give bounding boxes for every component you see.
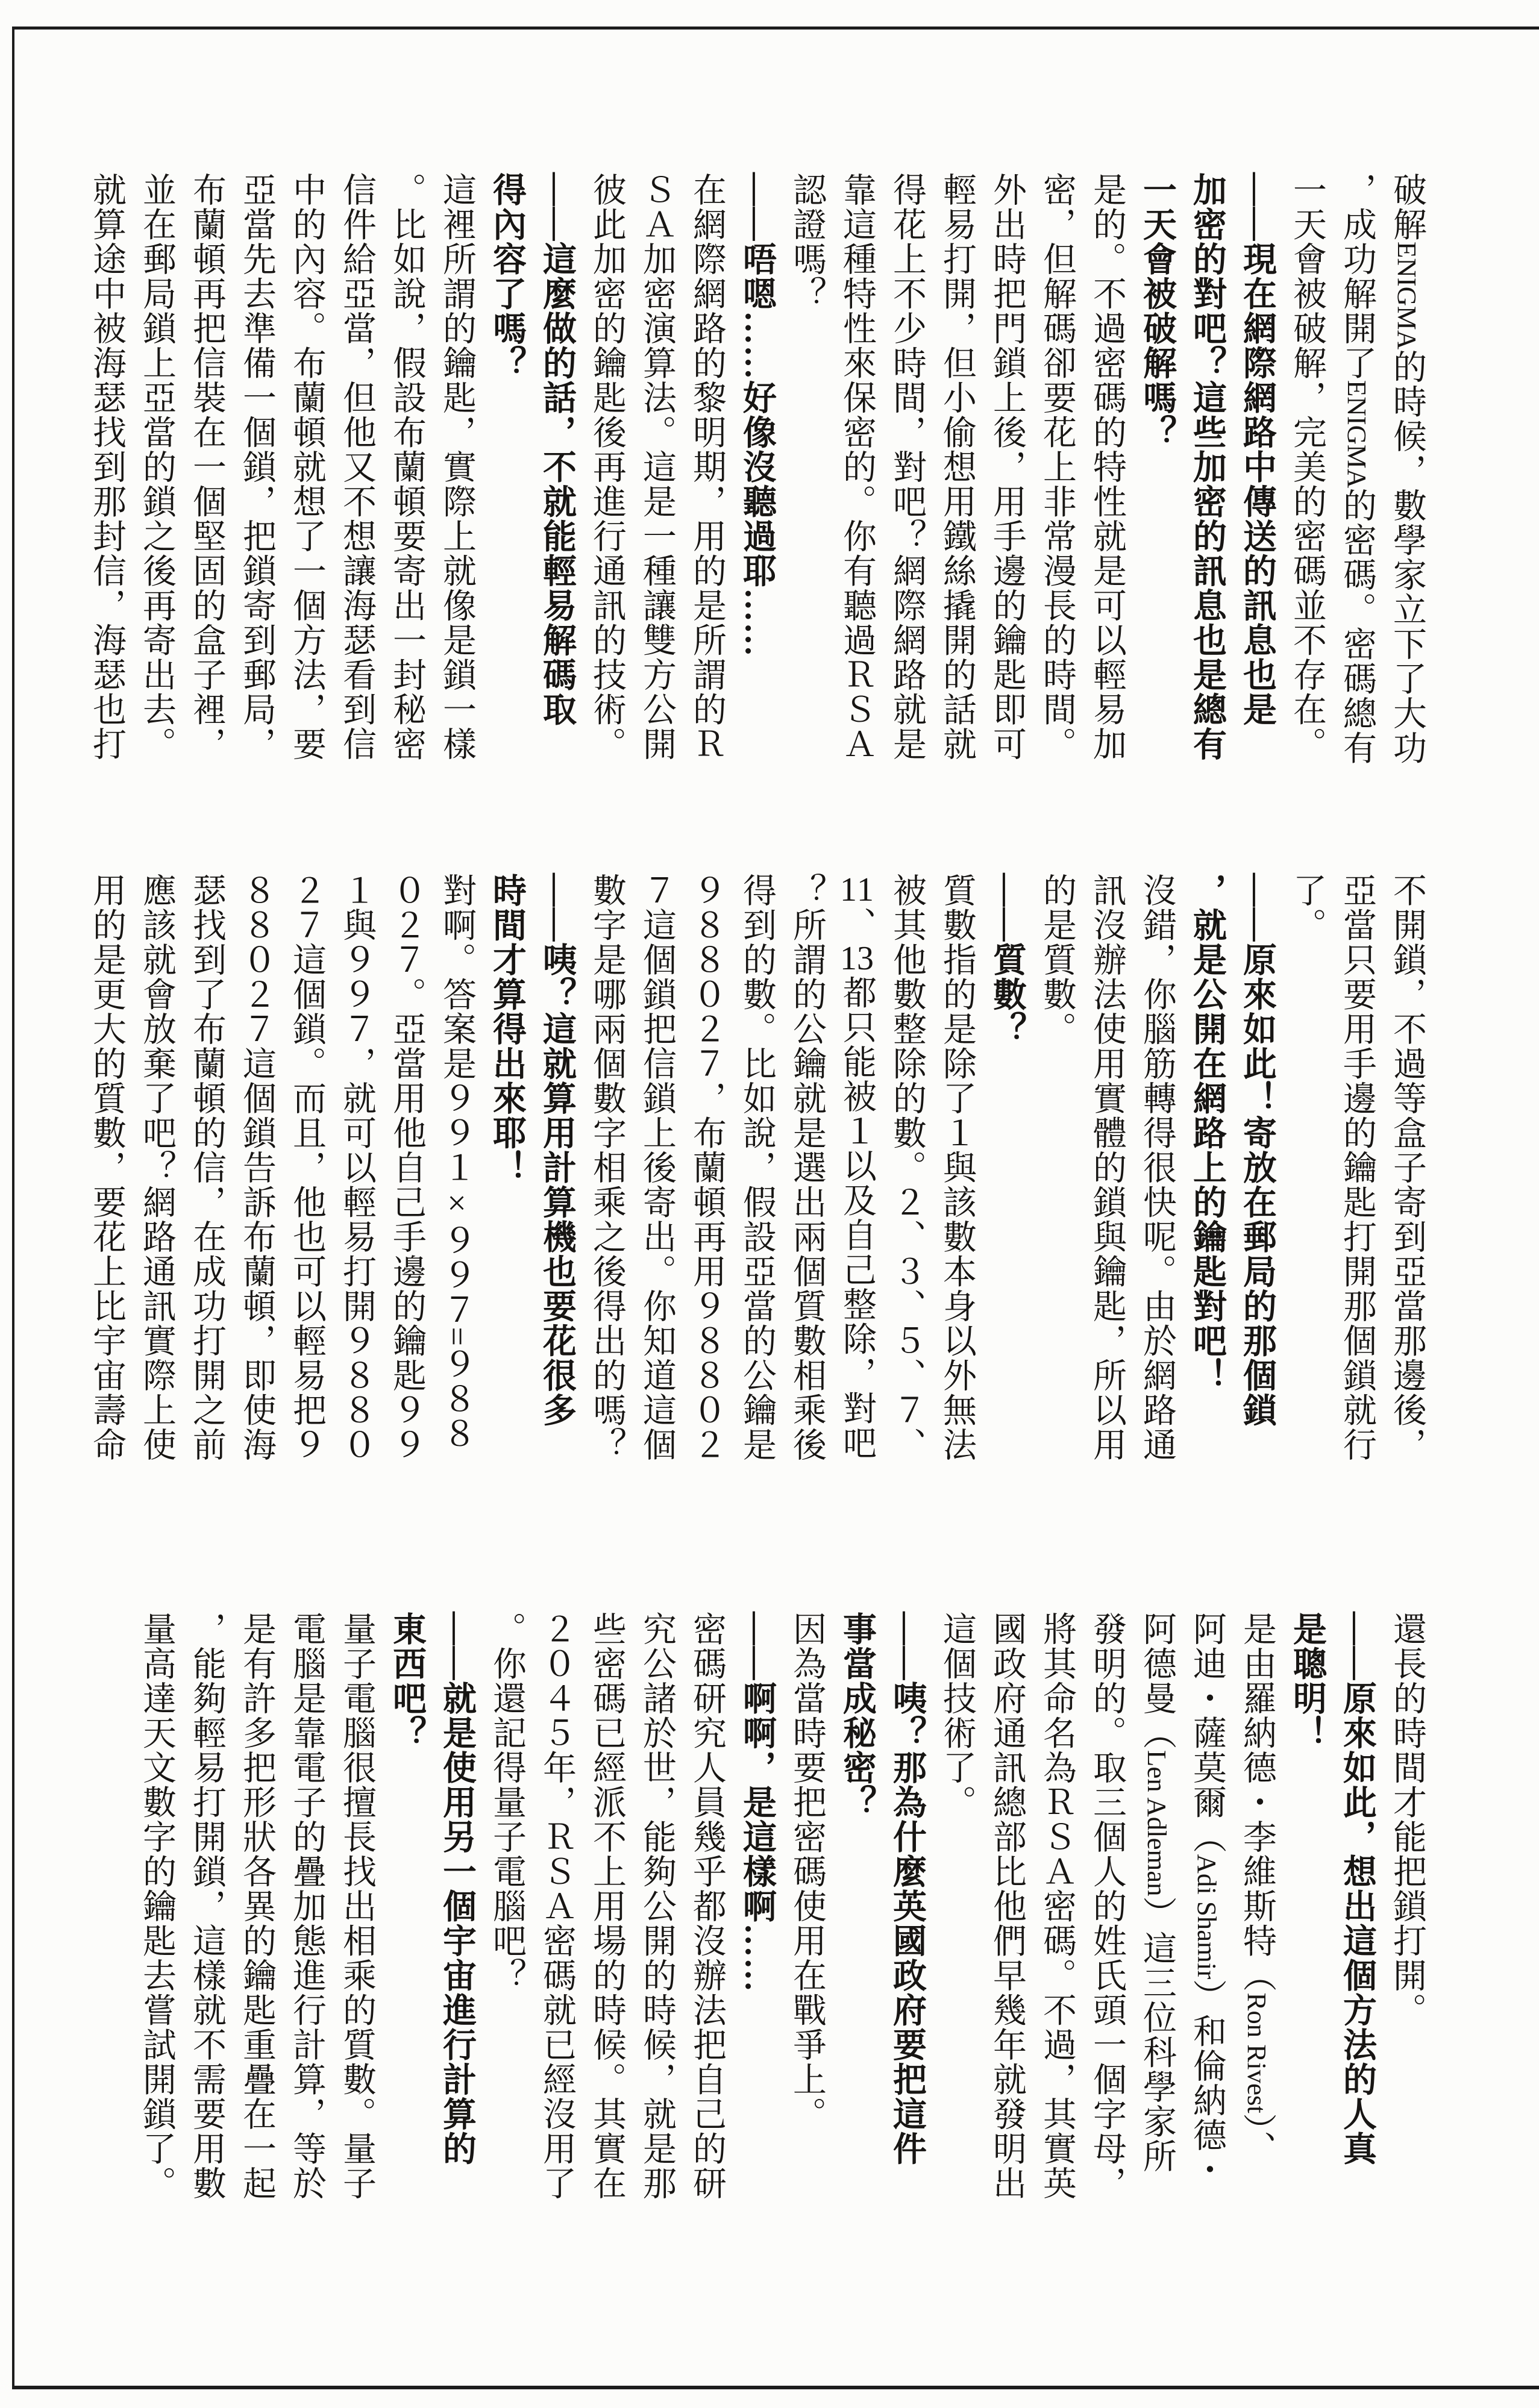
text-column: 靠這種特性來保密的。你有聽過ＲＳＡ: [838, 172, 876, 761]
text-column: 是的。不過密碼的特性就是可以輕易加: [1088, 172, 1126, 761]
text-column: 密碼研究人員幾乎都沒辦法把自己的研: [688, 1612, 726, 2201]
text-column: 阿迪・薩莫爾（Adi Shamir）和倫納德・: [1188, 1612, 1226, 2188]
text-column: ９８８０２７，布蘭頓再用９８８０２: [688, 873, 726, 1462]
text-column: 些密碼已經派不上用場的時候。其實在: [588, 1612, 625, 2201]
text-column: 一天會被破解，完美的密碼並不存在。: [1288, 172, 1326, 761]
text-column: 就算途中被海瑟找到那封信，海瑟也打: [88, 172, 125, 761]
text-column: 得內容了嗎？: [488, 172, 525, 380]
text-column: 是由羅納德・李維斯特（Ron Rivest）、: [1238, 1612, 1276, 2166]
text-column: 訊沒辦法使用實體的鎖與鑰匙，所以用: [1088, 873, 1126, 1462]
text-column: 電腦是靠電子的疊加態進行計算，等於: [288, 1612, 325, 2201]
text-column: ，就是公開在網路上的鑰匙對吧！: [1188, 873, 1226, 1393]
text-column: 對啊。答案是９９１×９９７=９８８: [438, 873, 475, 1451]
text-column: 這個技術了。: [938, 1612, 976, 1819]
text-column: ——咦？這就算用計算機也要花很多: [538, 873, 575, 1427]
text-column: 是有許多把形狀各異的鑰匙重疊在一起: [238, 1612, 275, 2201]
text-column: 外出時把門鎖上後，用手邊的鑰匙即可: [988, 172, 1026, 761]
text-column: 數字是哪兩個數字相乘之後得出的嗎？: [588, 873, 625, 1462]
text-column: ——原來如此！寄放在郵局的那個鎖: [1238, 873, 1276, 1427]
text-column: 輕易打開，但小偷想用鐵絲撬開的話就: [938, 172, 976, 761]
text-column: ——唔嗯……好像沒聽過耶……: [738, 172, 776, 657]
text-column: 密，但解碼卻要花上非常漫長的時間。: [1038, 172, 1076, 761]
text-column: 沒錯，你腦筋轉得很快呢。由於網路通: [1138, 873, 1176, 1462]
text-column: ——現在網際網路中傳送的訊息也是: [1238, 172, 1276, 727]
text-band-middle: [81, 873, 1432, 1466]
text-column: 將其命名為ＲＳＡ密碼。不過，其實英: [1038, 1612, 1076, 2201]
text-column: ？所謂的公鑰就是選出兩個質數相乘後: [788, 873, 826, 1462]
text-column: 國政府通訊總部比他們早幾年就發明出: [988, 1612, 1026, 2201]
text-column: 量高達天文數字的鑰匙去嘗試開鎖了。: [138, 1612, 175, 2201]
page-border-top: [12, 27, 1539, 30]
text-column: 發明的。取三個人的姓氏頭一個字母，: [1088, 1612, 1126, 2201]
text-band-top: [81, 172, 1432, 765]
text-column: ——這麼做的話，不就能輕易解碼取: [538, 172, 575, 727]
text-column: 這裡所謂的鑰匙，實際上就像是鎖一樣: [438, 172, 475, 761]
text-column: 時間才算得出來耶！: [488, 873, 525, 1185]
text-column: ０２７。亞當用他自己手邊的鑰匙９９: [388, 873, 425, 1462]
text-column: 被其他數整除的數。２、３、５、７、: [888, 873, 926, 1462]
text-column: 11、13都只能被１以及自己整除，對吧: [838, 873, 876, 1460]
text-column: 得到的數。比如說，假設亞當的公鑰是: [738, 873, 776, 1462]
text-column: ——啊啊，是這樣啊……: [738, 1612, 776, 1993]
text-column: ８８０２７這個鎖告訴布蘭頓，即使海: [238, 873, 275, 1462]
page-border-bottom: [12, 2386, 1539, 2389]
page-border-left: [12, 27, 14, 2389]
text-column: 在網際網路的黎明期，用的是所謂的Ｒ: [688, 172, 726, 761]
text-column: 了。: [1288, 873, 1326, 942]
text-column: 。比如說，假設布蘭頓要寄出一封秘密: [388, 172, 425, 761]
text-column: 破解ENIGMA的時候，數學家立下了大功: [1388, 172, 1426, 766]
text-column: 應該就會放棄了吧？網路通訊實際上使: [138, 873, 175, 1462]
text-column: 質數指的是除了１與該數本身以外無法: [938, 873, 976, 1462]
text-column: ＳＡ加密演算法。這是一種讓雙方公開: [638, 172, 675, 761]
text-column: 瑟找到了布蘭頓的信，在成功打開之前: [188, 873, 225, 1462]
text-column: 並在郵局鎖上亞當的鎖之後再寄出去。: [138, 172, 175, 761]
text-column: １與９９７，就可以輕易打開９８８０: [338, 873, 375, 1462]
text-column: 的是質數。: [1038, 873, 1076, 1046]
text-column: 因為當時要把密碼使用在戰爭上。: [788, 1612, 826, 2131]
text-column: 是聰明！: [1288, 1612, 1326, 1750]
text-column: 信件給亞當，但他又不想讓海瑟看到信: [338, 172, 375, 761]
text-column: 量子電腦很擅長找出相乘的質數。量子: [338, 1612, 375, 2201]
text-column: ，能夠輕易打開鎖，這樣就不需要用數: [188, 1612, 225, 2201]
text-column: 阿德曼（Len Adleman）這三位科學家所: [1138, 1612, 1176, 2174]
text-column: ２７這個鎖。而且，他也可以輕易把９: [288, 873, 325, 1462]
text-column: 亞當只要用手邊的鑰匙打開那個鎖就行: [1338, 873, 1376, 1462]
text-column: ——咦？那為什麼英國政府要把這件: [888, 1612, 926, 2166]
text-column: 布蘭頓再把信裝在一個堅固的盒子裡，: [188, 172, 225, 761]
text-column: ７這個鎖把信鎖上後寄出。你知道這個: [638, 873, 675, 1462]
text-column: ——質數？: [988, 873, 1026, 1046]
text-column: 究公諸於世，能夠公開的時候，就是那: [638, 1612, 675, 2201]
text-column: 亞當先去準備一個鎖，把鎖寄到郵局，: [238, 172, 275, 761]
text-column: 。你還記得量子電腦吧？: [488, 1612, 525, 1993]
text-column: ——原來如此，想出這個方法的人真: [1338, 1612, 1376, 2166]
text-column: 用的是更大的質數，要花上比宇宙壽命: [88, 873, 125, 1462]
text-column: 得花上不少時間，對吧？網際網路就是: [888, 172, 926, 761]
text-column: 中的內容。布蘭頓就想了一個方法，要: [288, 172, 325, 761]
text-column: 彼此加密的鑰匙後再進行通訊的技術。: [588, 172, 625, 761]
text-column: 一天會被破解嗎？: [1138, 172, 1176, 449]
text-column: ——就是使用另一個宇宙進行計算的: [438, 1612, 475, 2166]
text-column: 事當成秘密？: [838, 1612, 876, 1819]
text-column: 不開鎖，不過等盒子寄到亞當那邊後，: [1388, 873, 1426, 1462]
text-column: ２０４５年，ＲＳＡ密碼就已經沒用了: [538, 1612, 575, 2201]
text-column: 東西吧？: [388, 1612, 425, 1750]
text-band-bottom: [131, 1612, 1432, 2204]
text-column: 還長的時間才能把鎖打開。: [1388, 1612, 1426, 2027]
text-column: 加密的對吧？這些加密的訊息也是總有: [1188, 172, 1226, 761]
text-column: 認證嗎？: [788, 172, 826, 311]
text-column: ，成功解開了ENIGMA的密碼。密碼總有: [1338, 172, 1376, 766]
